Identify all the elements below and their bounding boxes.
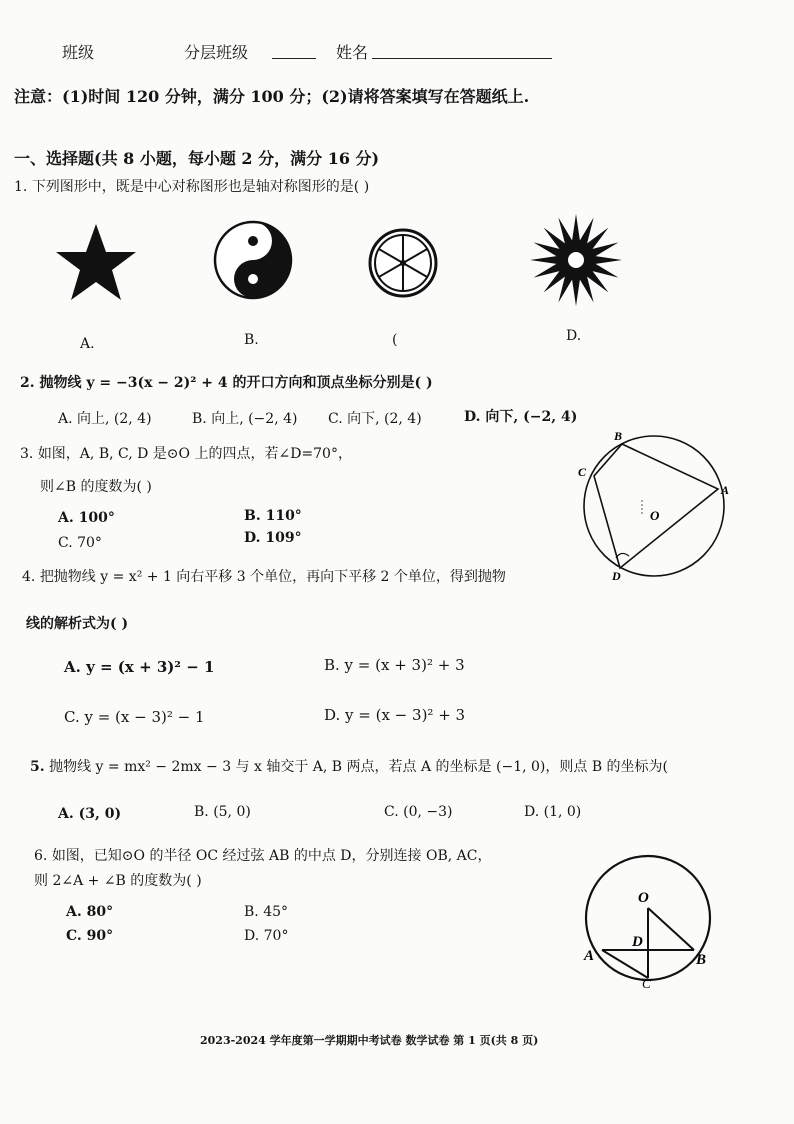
question-number: 5. [30,759,45,775]
question-1 [14,176,369,196]
q3-circle-figure [574,426,734,586]
q6-label-a: A [584,948,595,964]
question-5 [30,756,668,776]
yin-yang-icon [213,220,293,300]
q4-option-d: D. y = (x − 3)² + 3 [324,706,466,724]
question-number: 1. [14,179,28,195]
question-stem: 抛物线 y = mx² − 2mx − 3 与 x 轴交于 A, B 两点，若点 A 的坐标是 (−1, 0)，则点 B 的坐标为( [49,759,669,775]
q1-option-a: A. [80,336,95,352]
q6-label-o: O [638,890,649,906]
wheel-icon [368,228,438,298]
q1-option-c: ( [392,332,398,348]
q3-option-c: C. 70° [58,535,102,551]
q4-option-a: A. y = (x + 3)² − 1 [64,658,215,676]
question-stem: 把抛物线 y = x² + 1 向右平移 3 个单位，再向下平移 2 个单位，得到抛物 [39,569,506,585]
q1-option-b: B. [244,332,259,348]
question-2 [20,372,433,392]
q2-option-c: C. 向下, (2, 4) [328,411,422,427]
question-number: 6. [34,848,48,864]
star-icon [54,222,138,302]
q3-label-c: C [578,465,587,479]
level-class-blank [272,58,316,59]
q3-label-o: O [650,508,660,523]
question-number: 3. [20,446,34,462]
q2-option-d: D. 向下, (−2, 4) [464,409,578,425]
q6-option-a: A. 80° [66,904,114,920]
q6-circle-figure [580,852,720,992]
question-3-line2: 则∠B 的度数为( ) [40,479,152,495]
name-label: 姓名 [336,43,369,62]
name-blank [372,58,552,59]
q3-option-b: B. 110° [244,508,302,524]
q6-option-d: D. 70° [244,928,289,944]
q5-option-a: A. (3, 0) [58,806,122,822]
q3-option-a: A. 100° [58,510,115,526]
q6-option-c: C. 90° [66,928,114,944]
q5-option-c: C. (0, −3) [384,804,453,820]
question-stem: 如图，已知⊙O 的半径 OC 经过弦 AB 的中点 D，分别连接 OB, AC， [51,848,492,864]
question-4-line2: 线的解析式为( ) [26,616,129,632]
question-number: 4. [22,569,36,585]
question-stem: 抛物线 y = −3(x − 2)² + 4 的开口方向和顶点坐标分别是( ) [39,375,433,391]
question-4 [22,566,506,586]
class-label: 班级 [62,43,95,62]
q4-option-b: B. y = (x + 3)² + 3 [324,656,465,674]
q5-option-d: D. (1, 0) [524,804,582,820]
question-6-line2: 则 2∠A + ∠B 的度数为( ) [34,873,202,889]
q2-option-b: B. 向上, (−2, 4) [192,411,298,427]
level-class-label: 分层班级 [184,43,249,62]
q3-label-b: B [614,429,623,443]
q4-option-c: C. y = (x − 3)² − 1 [64,708,205,726]
q5-option-b: B. (5, 0) [194,804,251,820]
question-stem: 如图，A, B, C, D 是⊙O 上的四点，若∠D=70°， [37,446,352,462]
question-stem: 下列图形中，既是中心对称图形也是轴对称图形的是( ) [31,179,370,195]
sun-icon [528,212,624,308]
section-title: 一、选择题(共 8 小题，每小题 2 分，满分 16 分) [14,149,380,168]
question-number: 2. [20,375,35,391]
q6-option-b: B. 45° [244,904,289,920]
question-3 [20,443,352,463]
q3-label-a: A [721,483,730,497]
question-6 [34,845,491,865]
q3-label-d: D [612,569,621,583]
q6-label-b: B [696,952,707,968]
q6-label-c: C [642,976,651,991]
q1-option-d: D. [566,328,582,344]
q3-option-d: D. 109° [244,530,302,546]
page-footer: 2023-2024 学年度第一学期期中考试卷 数学试卷 第 1 页(共 8 页) [200,1034,539,1047]
q2-option-a: A. 向上, (2, 4) [58,411,152,427]
q6-label-d: D [632,934,643,950]
exam-notice: 注意：(1)时间 120 分钟，满分 100 分；(2)请将答案填写在答题纸上. [14,87,530,106]
